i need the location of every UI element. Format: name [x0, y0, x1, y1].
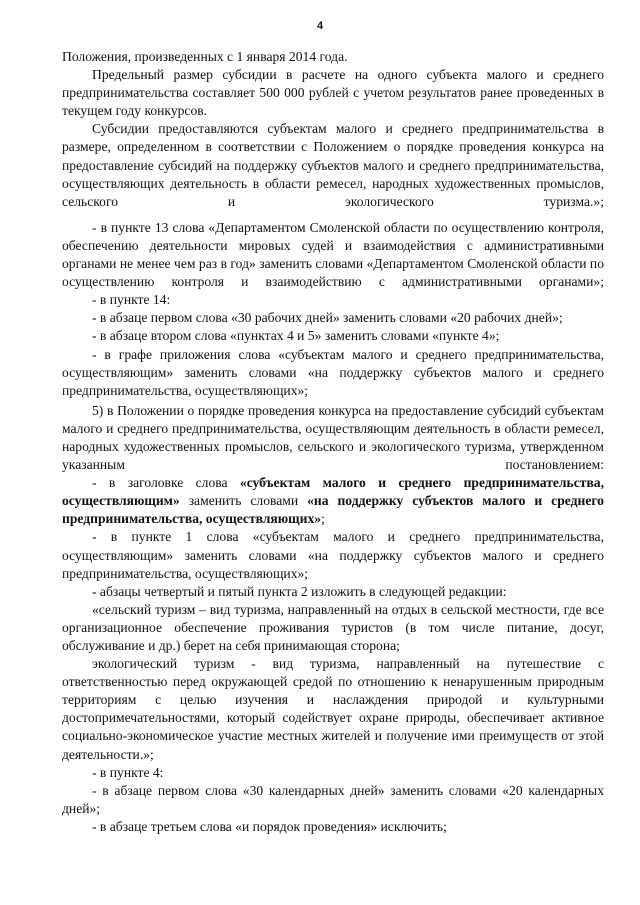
- scan-artifact-dots: · · · · ·: [488, 891, 531, 897]
- bold-text-segment: «субъектам малого и среднего предпринимательства, осуществляющим»: [62, 475, 604, 509]
- page-number: 4: [316, 20, 324, 32]
- text-segment: экологический туризм - вид туризма, направленный на путешествие с ответственностью перед окружающей средой по отношению к ненарушенным природным территориям с целью изучения и наслаждения природой и культурными достопримечательностями, который содействует охране природы, обеспечивает активное социально-экономическое участие местных жителей и получение ими преимуществ от этой деятельности.»;: [62, 656, 604, 762]
- paragraph: [62, 528, 604, 582]
- paragraph: [62, 782, 604, 818]
- text-segment: Положения, произведенных с 1 января 2014 года.: [62, 49, 348, 64]
- text-segment: - в заголовке слова: [92, 475, 240, 491]
- text-segment: Предельный размер субсидии в расчете на одного субъекта малого и среднего предпринимательства составляет 500 000 рублей с учетом результатов ранее проведенных в текущем году конкурсов.: [62, 67, 604, 119]
- paragraph: [62, 309, 604, 327]
- text-segment: - в абзаце втором слова «пунктах 4 и 5» заменить словами «пункте 4»;: [92, 328, 500, 344]
- text-segment: - в абзаце третьем слова «и порядок проведения» исключить;: [92, 818, 447, 834]
- text-segment: 5) в Положении о порядке проведения конкурса на предоставление субсидий субъектам малого и среднего предпринимательства, осуществляющим деятельность в области ремесел, народных художественных промыслов, сельского и экологического туризма, утвержденном указанным постановлением:: [62, 402, 604, 473]
- paragraph: [62, 474, 604, 528]
- paragraph: [62, 601, 604, 655]
- text-segment: - в абзаце первом слова «30 рабочих дней» заменить словами «20 рабочих дней»;: [92, 310, 563, 326]
- paragraph: [62, 818, 604, 836]
- paragraph: [62, 402, 604, 474]
- text-segment: «сельский туризм – вид туризма, направленный на отдых в сельской местности, где все организационное обеспечение проживания туристов (в том числе питание, досуг, обслуживание и др.) берет на себя принимающая сторона;: [62, 601, 604, 653]
- text-segment: - абзацы четвертый и пятый пункта 2 изложить в следующей редакции:: [92, 583, 507, 599]
- paragraph: [62, 66, 604, 120]
- paragraph: [62, 219, 604, 291]
- text-segment: - в абзаце первом слова «30 календарных дней» заменить словами «20 календарных дней»;: [62, 782, 604, 816]
- bold-text-segment: «на поддержку субъектов малого и среднего предпринимательства, осуществляющих»: [62, 493, 604, 527]
- text-segment: - в пункте 13 слова «Департаментом Смоленской области по осуществлению контроля, обеспечению деятельности мировых судей и взаимодействия с административными органами не менее чем раз в год» заменить словами «Департаментом Смоленской области по осуществлению контроля и взаимодействию с административными органами»;: [62, 219, 604, 290]
- text-segment: Субсидии предоставляются субъектам малого и среднего предпринимательства в размере, определенном в соответствии с Положением о порядке проведения конкурса на предоставление субсидий на поддержку субъектов малого и среднего предпринимательства, осуществляющих деятельность в области ремесел, народных художественных промыслов, сельского и экологического туризма.»;: [62, 121, 604, 209]
- paragraph: [62, 327, 604, 345]
- paragraph: [62, 655, 604, 764]
- text-segment: заменить словами: [179, 493, 308, 509]
- paragraph: [62, 48, 604, 66]
- paragraph: [62, 764, 604, 782]
- document-body: [62, 48, 604, 836]
- paragraph: [62, 583, 604, 601]
- text-segment: - в пункте 1 слова «субъектам малого и среднего предпринимательства, осуществляющим» заменить словами «на поддержку субъектов малого и среднего предпринимательства, осуществляющих»;: [62, 529, 604, 581]
- paragraph: [62, 120, 604, 210]
- text-segment: ;: [321, 511, 325, 527]
- text-segment: - в пункте 4:: [92, 764, 164, 780]
- text-segment: - в графе приложения слова «субъектам малого и среднего предпринимательства, осуществляющим» заменить словами «на поддержку субъектов малого и среднего предпринимательства, осуществляющих»;: [62, 346, 604, 398]
- paragraph: [62, 291, 604, 309]
- text-segment: - в пункте 14:: [92, 292, 171, 308]
- paragraph: [62, 346, 604, 400]
